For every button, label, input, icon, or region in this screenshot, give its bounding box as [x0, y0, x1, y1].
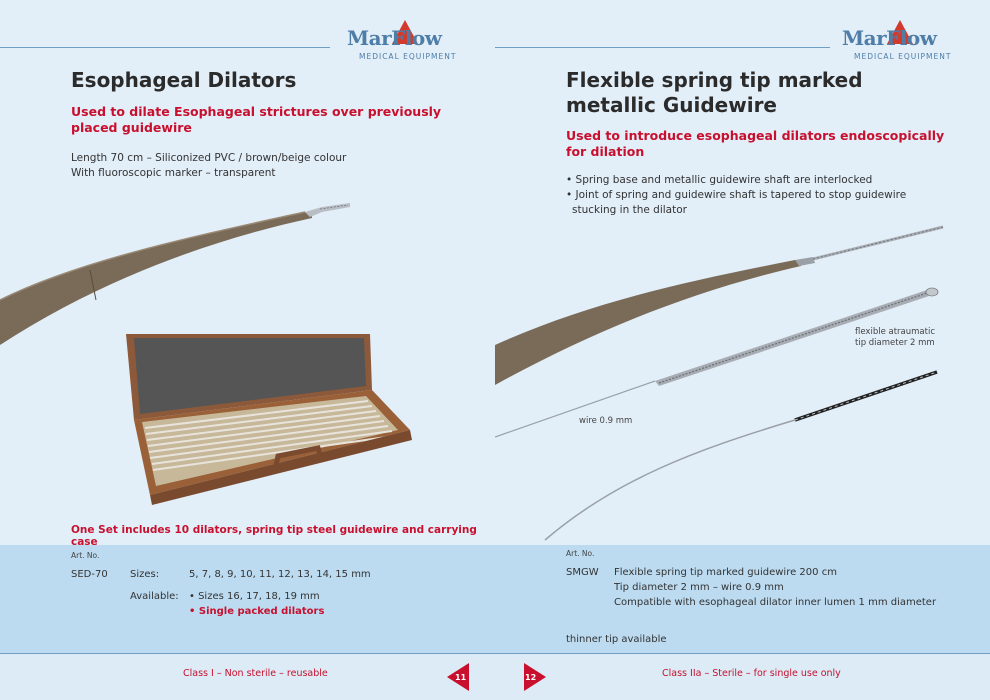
- product-line-3: Compatible with esophageal dilator inner lumen 1 mm diameter: [614, 597, 937, 608]
- footer-class: Class IIa – Sterile – for single use only: [662, 668, 841, 679]
- footer-class: Class I – Non sterile – reusable: [183, 668, 328, 679]
- sizes-label: Sizes:: [130, 569, 160, 580]
- desc-line-1: Length 70 cm – Siliconized PVC / brown/beige colour: [71, 152, 347, 164]
- available-item-2: • Single packed dilators: [189, 606, 325, 617]
- callout-tip-line-2: tip diameter 2 mm: [855, 338, 935, 348]
- thinner-note: thinner tip available: [566, 634, 667, 645]
- footer-rule: [495, 653, 990, 654]
- product-line-2: Tip diameter 2 mm – wire 0.9 mm: [614, 582, 784, 593]
- subtitle-line-2: placed guidewire: [71, 120, 192, 135]
- dilator-tube: [495, 260, 801, 385]
- guidewire-illustration: [495, 0, 990, 545]
- bullet-2-line-2: stucking in the dilator: [572, 204, 687, 216]
- wire-segment: [495, 381, 655, 437]
- sizes-value: 5, 7, 8, 9, 10, 11, 12, 13, 14, 15 mm: [189, 569, 371, 580]
- available-item-1: • Sizes 16, 17, 18, 19 mm: [189, 591, 320, 602]
- callout-wire: wire 0.9 mm: [579, 416, 633, 426]
- brand-name: MarFlow: [842, 26, 937, 50]
- right-page: [495, 0, 990, 700]
- callout-tip-line-1: flexible atraumatic: [855, 327, 936, 337]
- carrying-case-image: [126, 334, 412, 505]
- dilator-tube: [0, 212, 312, 345]
- page-number: 12: [525, 673, 537, 682]
- bullet-2-line-1: • Joint of spring and guidewire shaft is tapered to stop guidewire: [566, 189, 907, 201]
- brand-tagline: MEDICAL EQUIPMENT: [854, 52, 952, 61]
- desc-line-2: With fluoroscopic marker – transparent: [71, 167, 276, 179]
- brand-name: MarFlow: [347, 26, 442, 50]
- product-line-1: Flexible spring tip marked guidewire 200 cm: [614, 567, 837, 578]
- dilator-illustration: [0, 0, 495, 545]
- art-no-label: Art. No.: [566, 549, 595, 558]
- available-label: Available:: [130, 591, 179, 602]
- page-number: 11: [455, 673, 467, 682]
- subtitle-line-1: Used to dilate Esophageal strictures over previously: [71, 104, 442, 119]
- art-no-value: SED-70: [71, 569, 108, 580]
- art-no-value: SMGW: [566, 567, 599, 578]
- bullet-1: • Spring base and metallic guidewire shaft are interlocked: [566, 174, 873, 186]
- set-note: One Set includes 10 dilators, spring tip steel guidewire and carrying case: [71, 524, 477, 548]
- footer-rule: [0, 653, 495, 654]
- subtitle-line-2: for dilation: [566, 144, 645, 159]
- page-title-line-1: Flexible spring tip marked: [566, 68, 863, 92]
- dilator-tip: [305, 203, 350, 217]
- subtitle-line-1: Used to introduce esophageal dilators endoscopically: [566, 128, 945, 143]
- brand-tagline: MEDICAL EQUIPMENT: [359, 52, 457, 61]
- page-title-line-2: metallic Guidewire: [566, 93, 777, 117]
- art-no-label: Art. No.: [71, 551, 100, 560]
- page-title: Esophageal Dilators: [71, 68, 297, 92]
- thin-wire: [545, 420, 795, 540]
